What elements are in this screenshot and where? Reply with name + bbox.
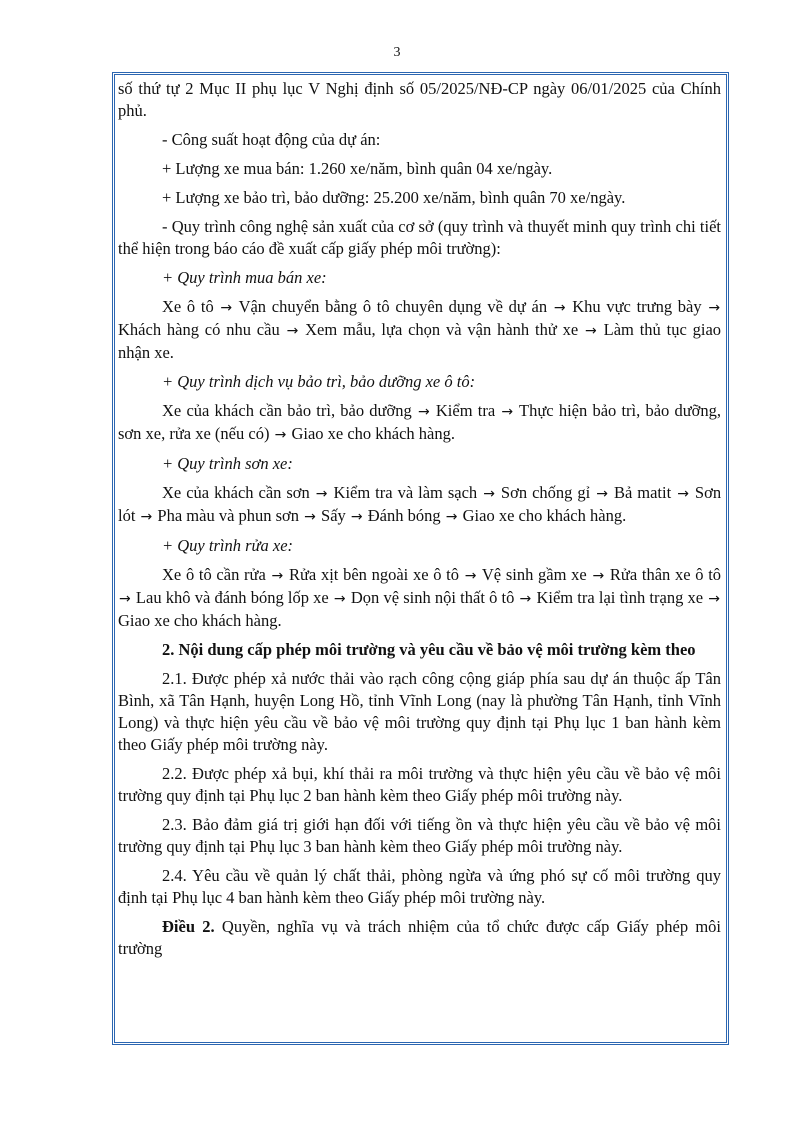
flow-sales-process: [118, 296, 721, 364]
clause-2-2: 2.2. Được phép xả bụi, khí thải ra môi trường và thực hiện yêu cầu về bảo vệ môi trường quy định tại Phụ lục 2 ban hành kèm theo Giấy phép môi trường này.: [118, 764, 721, 805]
arrow-icon: →: [315, 486, 328, 502]
heading-painting-process: + Quy trình sơn xe:: [162, 454, 293, 473]
flow-step: Kiểm tra: [435, 401, 496, 420]
flow-step: Vận chuyển bằng ô tô chuyên dụng về dự án: [238, 297, 548, 316]
arrow-icon: →: [119, 591, 131, 607]
flow-step: Rửa thân xe ô tô: [609, 565, 722, 584]
flow-maintenance-process: [118, 400, 721, 446]
arrow-icon: →: [271, 568, 284, 584]
flow-step: Giao xe cho khách hàng.: [462, 506, 627, 525]
arrow-icon: →: [464, 568, 477, 584]
flow-step: Giao xe cho khách hàng.: [291, 424, 456, 443]
heading-sales-process: + Quy trình mua bán xe:: [162, 268, 327, 287]
flow-step: Xe ô tô: [162, 297, 214, 316]
heading-washing-process: + Quy trình rửa xe:: [162, 536, 294, 555]
flow-step: Xe của khách cần bảo trì, bảo dưỡng: [162, 401, 412, 420]
page-number: 3: [393, 45, 401, 60]
arrow-icon: →: [304, 509, 316, 525]
arrow-icon: →: [286, 323, 299, 339]
document-body: [118, 78, 721, 967]
flow-step: Rửa xịt bên ngoài xe ô tô: [288, 565, 460, 584]
flow-step: Làm thủ tục giao nhận xe.: [118, 320, 722, 362]
flow-step: Khu vực trưng bày: [572, 297, 702, 316]
flow-step: Kiểm tra và làm sạch: [333, 483, 478, 502]
flow-step: Pha màu và phun sơn: [157, 506, 300, 525]
arrow-icon: →: [553, 300, 566, 316]
flow-step: Bả matit: [613, 483, 672, 502]
arrow-icon: →: [333, 591, 346, 607]
article-2-heading: [118, 916, 721, 960]
paragraph-capacity: - Công suất hoạt động của dự án:: [162, 130, 381, 149]
flow-step: Lau khô và đánh bóng lốp xe: [135, 588, 329, 607]
arrow-icon: →: [708, 591, 721, 607]
flow-step: Sấy: [321, 506, 346, 525]
flow-step: Sơn chống gỉ: [500, 483, 591, 502]
flow-step: Xem mẫu, lựa chọn và vận hành thử xe: [305, 320, 579, 339]
arrow-icon: →: [592, 568, 605, 584]
arrow-icon: →: [140, 509, 153, 525]
heading-maintenance-process: + Quy trình dịch vụ bảo trì, bảo dưỡng xe ô tô:: [162, 372, 476, 391]
flow-step: Khách hàng có nhu cầu: [118, 320, 280, 339]
paragraph-maintenance-volume: + Lượng xe bảo trì, bảo dưỡng: 25.200 xe/năm, bình quân 70 xe/ngày.: [162, 188, 626, 207]
flow-step: Xe của khách cần sơn: [162, 483, 310, 502]
arrow-icon: →: [596, 486, 608, 502]
clause-2-1: 2.1. Được phép xả nước thải vào rạch công cộng giáp phía sau dự án thuộc ấp Tân Bình, xã Tân Hạnh, huyện Long Hồ, tỉnh Vĩnh Long (nay là phường Tân Hạnh, tỉnh Vĩnh Long) và thực hiện yêu cầu về bảo vệ môi trường quy định tại Phụ lục 1 ban hành kèm theo Giấy phép môi trường này.: [118, 669, 721, 754]
clause-2-4: 2.4. Yêu cầu về quản lý chất thải, phòng ngừa và ứng phó sự cố môi trường quy định tại Phụ lục 4 ban hành kèm theo Giấy phép môi trường này.: [118, 866, 721, 907]
flow-step: Dọn vệ sinh nội thất ô tô: [350, 588, 515, 607]
paragraph-process-intro: - Quy trình công nghệ sản xuất của cơ sở (quy trình và thuyết minh quy trình chi tiết thể hiện trong báo cáo đề xuất cấp giấy phép môi trường):: [118, 217, 721, 258]
arrow-icon: →: [677, 486, 689, 502]
article-2-title: Quyền, nghĩa vụ và trách nhiệm của tổ chức được cấp Giấy phép môi trường: [118, 917, 722, 958]
arrow-icon: →: [274, 427, 287, 443]
arrow-icon: →: [501, 404, 514, 420]
arrow-icon: →: [445, 509, 458, 525]
arrow-icon: →: [708, 300, 721, 316]
article-2-label: Điều 2.: [162, 917, 215, 936]
arrow-icon: →: [585, 323, 597, 339]
flow-step: Sơn lót: [118, 483, 722, 525]
flow-step: Giao xe cho khách hàng.: [118, 611, 282, 630]
paragraph-decree-reference: số thứ tự 2 Mục II phụ lục V Nghị định số 05/2025/NĐ-CP ngày 06/01/2025 của Chính phủ.: [118, 79, 721, 120]
arrow-icon: →: [483, 486, 495, 502]
arrow-icon: →: [519, 591, 532, 607]
flow-step: Vệ sinh gầm xe: [481, 565, 587, 584]
flow-step: Xe ô tô cần rửa: [162, 565, 266, 584]
flow-step: Thực hiện bảo trì, bảo dưỡng, sơn xe, rửa xe (nếu có): [118, 401, 722, 443]
arrow-icon: →: [350, 509, 363, 525]
section-2-heading: 2. Nội dung cấp phép môi trường và yêu cầu về bảo vệ môi trường kèm theo: [162, 640, 696, 659]
arrow-icon: →: [417, 404, 430, 420]
flow-step: Kiểm tra lại tình trạng xe: [536, 588, 704, 607]
arrow-icon: →: [220, 300, 233, 316]
flow-painting-process: [118, 482, 721, 528]
clause-2-3: 2.3. Bảo đảm giá trị giới hạn đối với tiếng ồn và thực hiện yêu cầu về bảo vệ môi trường quy định tại Phụ lục 3 ban hành kèm theo Giấy phép môi trường này.: [118, 815, 721, 856]
flow-washing-process: [118, 564, 721, 632]
paragraph-sales-volume: + Lượng xe mua bán: 1.260 xe/năm, bình quân 04 xe/ngày.: [162, 159, 553, 178]
flow-step: Đánh bóng: [367, 506, 441, 525]
